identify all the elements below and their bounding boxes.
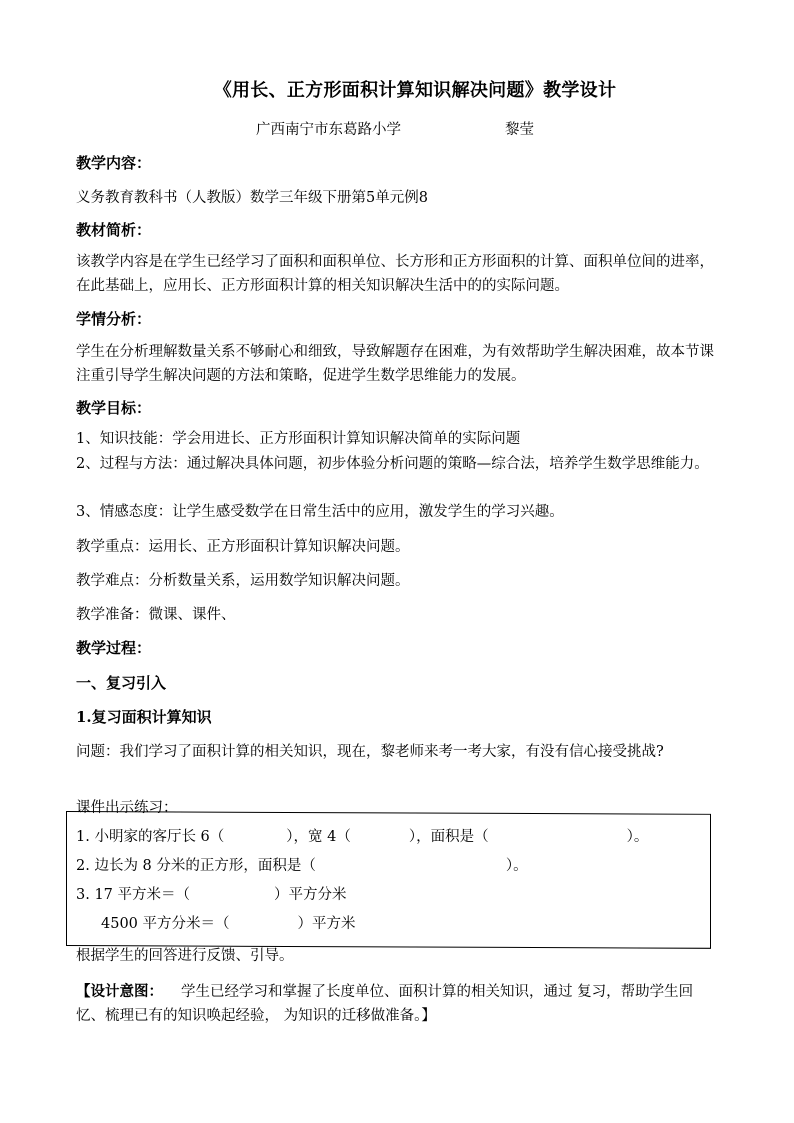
goal-2: 2、过程与方法：通过解决具体问题，初步体验分析问题的策略—综合法，培养学生数学思维能力。 bbox=[76, 456, 709, 472]
design-intent-label: 【设计意图： bbox=[76, 983, 163, 1000]
exercise-1-part-b: ），宽 4（ bbox=[286, 829, 351, 845]
exercise-2 bbox=[76, 854, 528, 875]
school-name: 广西南宁市东葛路小学 bbox=[256, 122, 401, 138]
exercise-2-part-b: ）。 bbox=[505, 858, 528, 874]
exercise-intro: 课件出示练习： bbox=[76, 800, 178, 816]
content-text: 义务教育教科书（人教版）数学三年级下册第5单元例8 bbox=[76, 190, 428, 206]
exercise-4-part-b: ）平方米 bbox=[297, 916, 356, 932]
subsection-area-review: 1.复习面积计算知识 bbox=[76, 708, 212, 726]
feedback-text: 根据学生的回答进行反馈、引导。 bbox=[76, 948, 294, 964]
document-title: 《用长、正方形面积计算知识解决问题》教学设计 bbox=[213, 80, 617, 101]
students-text: 学生在分析理解数量关系不够耐心和细致，导致解题存在困难，为有效帮助学生解决困难，故本节课注重引导学生解决问题的方法和策略，促进学生数学思维能力的发展。 bbox=[76, 344, 714, 384]
textbook-text: 该教学内容是在学生已经学习了面积和面积单位、长方形和正方形面积的计算、面积单位间的进率，在此基础上，应用长、正方形面积计算的相关知识解决生活中的的实际问题。 bbox=[76, 254, 714, 294]
heading-goals: 教学目标： bbox=[76, 399, 152, 417]
exercise-4 bbox=[101, 912, 356, 933]
heading-textbook: 教材简析： bbox=[76, 221, 152, 239]
goal-3: 3、情感态度：让学生感受数学在日常生活中的应用，激发学生的学习兴趣。 bbox=[76, 504, 564, 520]
design-intent bbox=[76, 980, 718, 1028]
exercise-1-part-d: ）。 bbox=[626, 829, 649, 845]
heading-content: 教学内容： bbox=[76, 154, 152, 172]
section-review: 一、复习引入 bbox=[76, 674, 167, 692]
exercise-2-part-a: 2. 边长为 8 分米的正方形，面积是（ bbox=[76, 858, 316, 874]
goal-1: 1、知识技能：学会用进长、正方形面积计算知识解决简单的实际问题 bbox=[76, 431, 521, 447]
exercise-4-part-a: 4500 平方分米＝（ bbox=[101, 916, 230, 932]
teaching-prep: 教学准备：微课、课件、 bbox=[76, 607, 236, 623]
teaching-difficulty: 教学难点：分析数量关系，运用数学知识解决问题。 bbox=[76, 573, 410, 589]
question-text: 问题：我们学习了面积计算的相关知识，现在，黎老师来考一考大家，有没有信心接受挑战? bbox=[76, 744, 664, 760]
exercise-1-part-c: ），面积是（ bbox=[408, 829, 489, 845]
heading-students: 学情分析： bbox=[76, 310, 152, 328]
teaching-key: 教学重点：运用长、正方形面积计算知识解决问题。 bbox=[76, 539, 410, 555]
exercise-3 bbox=[76, 883, 347, 904]
exercise-3-part-b: ）平方分米 bbox=[274, 887, 347, 903]
heading-process: 教学过程： bbox=[76, 639, 152, 657]
exercise-1 bbox=[76, 825, 648, 846]
exercise-1-part-a: 1. 小明家的客厅长 6（ bbox=[76, 829, 225, 845]
design-intent-text: 学生已经学习和掌握了长度单位、面积计算的相关知识，通过 复习，帮助学生回忆、梳理已有的知识唤起经验， 为知识的迁移做准备。】 bbox=[76, 984, 694, 1024]
exercise-3-part-a: 3. 17 平方米＝（ bbox=[76, 887, 191, 903]
author-name: 黎莹 bbox=[505, 122, 534, 138]
